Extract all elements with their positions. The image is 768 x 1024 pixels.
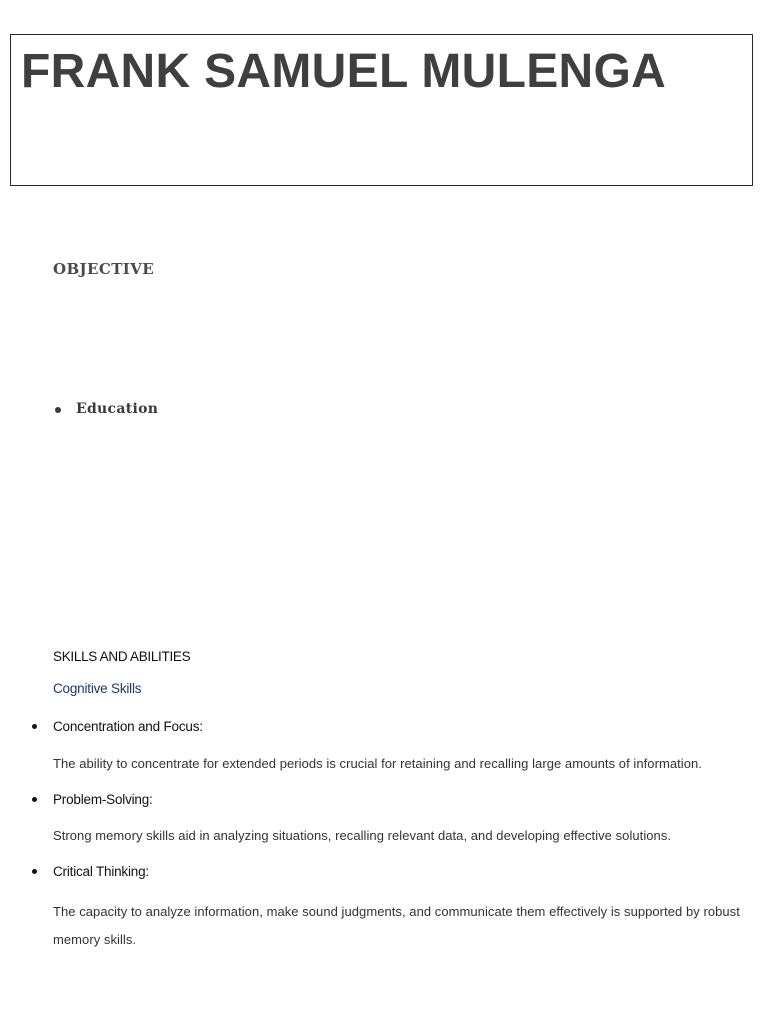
skill-name: Critical Thinking:: [53, 864, 149, 879]
skill-description: Strong memory skills aid in analyzing situations, recalling relevant data, and developing effective solutions.: [53, 828, 672, 843]
cognitive-skills-subheading: Cognitive Skills: [53, 681, 142, 696]
skills-heading: SKILLS AND ABILITIES: [53, 649, 191, 664]
education-heading: Education: [76, 401, 159, 417]
bullet-icon: [32, 869, 37, 874]
name-header-box: [10, 34, 753, 186]
skill-description: The capacity to analyze information, make sound judgments, and communicate them effectively is supported by robust memory skills.: [53, 904, 740, 947]
objective-heading: OBJECTIVE: [53, 260, 155, 278]
bullet-icon: [32, 724, 37, 729]
skill-name: Problem-Solving:: [53, 792, 153, 807]
bullet-icon: [32, 797, 37, 802]
bullet-icon: [55, 407, 61, 413]
skill-description: The ability to concentrate for extended periods is crucial for retaining and recalling large amounts of information.: [53, 756, 702, 771]
candidate-name: FRANK SAMUEL MULENGA: [21, 45, 667, 98]
skill-name: Concentration and Focus:: [53, 719, 203, 734]
